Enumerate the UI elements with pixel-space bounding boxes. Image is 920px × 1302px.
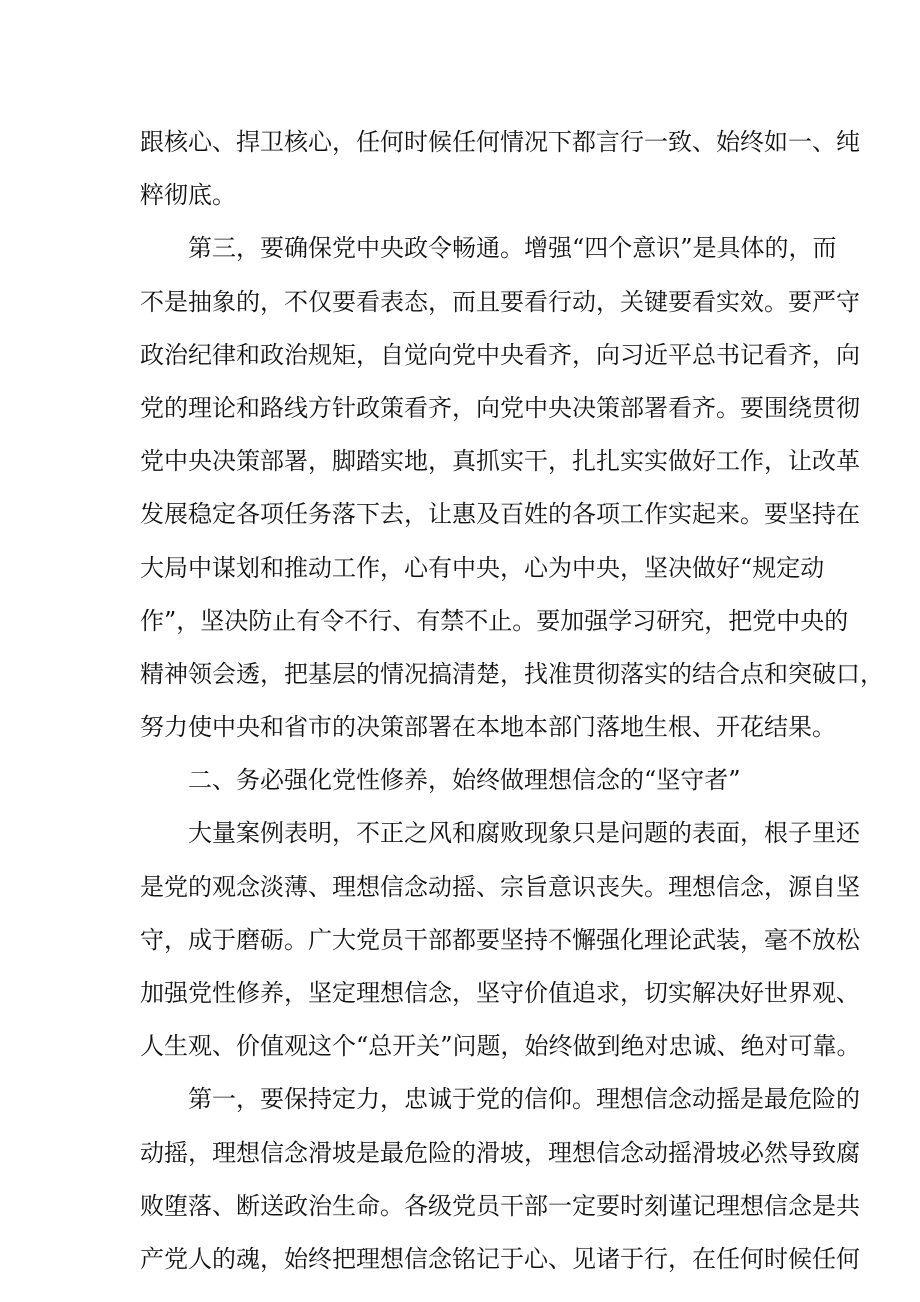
text-line: 败堕落、断送政治生命。各级党员干部一定要时刻谨记理想信念是共 bbox=[140, 1191, 860, 1220]
paragraph-p3 bbox=[140, 754, 780, 807]
text-line: 第三，要确保党中央政令畅通。增强“四个意识”是具体的，而 bbox=[188, 234, 837, 263]
text-line: 是党的观念淡薄、理想信念动摇、宗旨意识丧失。理想信念，源自坚 bbox=[140, 872, 860, 901]
paragraph-p4 bbox=[140, 807, 861, 1073]
text-line: 不是抽象的，不仅要看表态，而且要看行动，关键要看实效。要严守 bbox=[140, 287, 860, 316]
text-line: 加强党性修养，坚定理想信念，坚守价值追求，切实解决好世界观、 bbox=[140, 979, 860, 1007]
text-line: 动摇，理想信念滑坡是最危险的滑坡，理想信念动摇滑坡必然导致腐 bbox=[140, 1138, 860, 1167]
text-line: 党中央决策部署，脚踏实地，真抓实干，扎扎实实做好工作，让改革 bbox=[140, 447, 860, 476]
text-line: 跟核心、捍卫核心，任何时候任何情况下都言行一致、始终如一、纯 bbox=[140, 128, 860, 156]
paragraph-p5 bbox=[140, 1073, 860, 1286]
text-line: 二、务必强化党性修养，始终做理想信念的“坚守者” bbox=[188, 766, 741, 795]
document-body bbox=[140, 116, 884, 1286]
text-line: 党的理论和路线方针政策看齐，向党中央决策部署看齐。要围绕贯彻 bbox=[140, 393, 860, 422]
text-line: 发展稳定各项任务落下去，让惠及百姓的各项工作实起来。要坚持在 bbox=[140, 500, 860, 529]
text-line: 大局中谋划和推动工作，心有中央，心为中央，坚决做好“规定动 bbox=[140, 553, 825, 582]
text-line: 人生观、价值观这个“总开关”问题，始终做到绝对忠诚、绝对可靠。 bbox=[140, 1032, 861, 1061]
text-line: 守，成于磨砺。广大党员干部都要坚持不懈强化理论武装，毫不放松 bbox=[140, 925, 860, 954]
text-line: 粹彻底。 bbox=[140, 181, 236, 210]
text-line: 作”，坚决防止有令不行、有禁不止。要加强学习研究，把党中央的 bbox=[140, 606, 849, 635]
text-line: 产党人的魂，始终把理想信念铭记于心、见诸于行，在任何时候任何 bbox=[140, 1244, 860, 1273]
text-line: 大量案例表明，不正之风和腐败现象只是问题的表面，根子里还 bbox=[188, 819, 860, 848]
text-line: 第一，要保持定力，忠诚于党的信仰。理想信念动摇是最危险的 bbox=[188, 1085, 860, 1114]
text-line: 政治纪律和政治规矩，自觉向党中央看齐，向习近平总书记看齐，向 bbox=[140, 340, 860, 369]
text-line: 精神领会透，把基层的情况搞清楚，找准贯彻落实的结合点和突破口， bbox=[140, 659, 884, 688]
paragraph-p2 bbox=[140, 222, 884, 754]
paragraph-p1 bbox=[140, 116, 860, 222]
text-line: 努力使中央和省市的决策部署在本地本部门落地生根、开花结果。 bbox=[140, 713, 836, 742]
